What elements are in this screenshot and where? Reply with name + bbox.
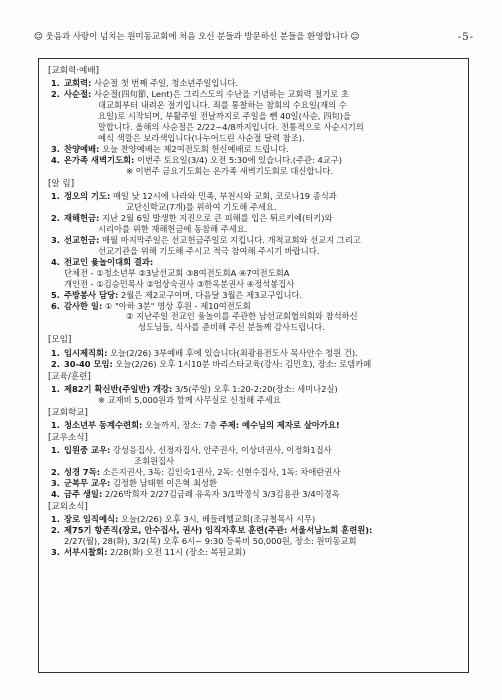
list-item [50,445,458,467]
item-number: 3. [51,547,60,558]
list-item [50,547,458,558]
item-text: 강성응집사, 신정자집사, 안주권사, 이상녀권사, 이정화1집사 [110,445,332,456]
section-title: [교회력·예배] [48,66,99,76]
item-text: 오늘(2/26) 3부예배 후에 있습니다(최광용전도사 목사안수 청원 건). [107,347,358,358]
item-label: 임시제직회: [64,347,108,358]
item-text: 2/26박희자 2/27김금례 유옥자 3/1박경식 3/3김용관 3/4이경옥 [102,489,340,500]
item-number: 1. [51,420,60,431]
item-label: 장로 임직예식: [64,514,119,525]
item-text: 이번주 토요일(3/4) 오전 5:30에 있습니다.(주관: 4교구) [134,154,343,165]
item-number: 2. [51,213,60,223]
page-header [34,30,474,46]
item-number: 2. [51,89,60,100]
list-item [50,301,458,334]
item-label: 교회력: [64,78,92,89]
item-label: 제75기 항존직(장로, 안수집사, 권사) 임직자후보 훈련(주관: 서울서남노회 훈련원): [64,525,373,536]
item-text: 성도님들, 식사를 준비해 주신 분들께 감사드립니다. [138,322,325,333]
item-number: 2. [51,358,60,369]
item-number: 4. [51,154,60,165]
list-item [50,191,458,213]
item-label: 30-40 모임: [64,358,113,369]
item-text: 소은지권사, 3독: 김인숙1권사, 2독: 신현수집사, 1독: 차애란권사 [100,467,341,478]
item-text: 조휘원집사 [134,456,175,467]
item-label: 성경 7독: [64,467,101,478]
item-note: ※ 이번주 금요기도회는 온가족 새벽기도회로 대신합니다. [126,165,334,176]
item-text: 오늘(2/26) 오후 3시, 베들레헴교회(조규철목사 시무) [118,514,316,525]
item-number: 3. [51,234,60,245]
item-text: 김정환 남태현 이은혁 최성환 [110,478,218,489]
item-text: 사순절(四旬節, Lent)은 그리스도의 수난을 기념하는 교회력 절기로 초 [91,89,349,100]
list-item [50,155,458,177]
item-text: 교단신학교(7개)를 위하여 기도해 주세요. [126,202,277,213]
list-item [50,467,458,478]
list-item [50,420,458,431]
item-number: 1. [51,383,60,394]
item-label: 선교헌금: [64,234,100,245]
section-title: [교육/훈련] [48,371,91,382]
item-text: 사순절 첫 번째 주일, 청소년주일입니다. [91,78,239,89]
item-number: 1. [51,445,60,456]
item-label: 입원중 교우: [64,445,111,456]
item-number: 1. [51,514,60,525]
item-text: 요일)로 시작되며, 부활주일 전날까지로 주일을 뺀 40일(사순, 四旬)을 [98,111,351,122]
item-text: 대교회부터 내려온 절기입니다. 죄를 통찰하는 참회의 수요일(재의 수 [98,100,347,111]
item-text: 2월은 제2교구이며, 다음달 3월은 제3교구입니다. [118,289,303,300]
item-label: 감사한 일: [64,300,103,311]
list-item [50,478,458,489]
item-label: 주방봉사 담당: [64,289,119,300]
item-text: 시리아를 위한 재해헌금에 동참해 주세요. [98,223,248,234]
page-number: -5- [457,32,474,44]
section-external-news [50,502,458,558]
section-member-news [50,433,458,500]
list-item [50,359,458,370]
item-note: ※ 교재비 5,000원과 함께 사무실로 신청해 주세요 [98,394,281,405]
announcement-box [38,58,469,673]
list-item [50,489,458,500]
section-title: [알 림] [48,178,75,189]
list-item [50,290,458,301]
section-title: [모임] [48,335,72,346]
item-number: 2. [51,467,60,478]
retreat-theme: 주제: 예수님의 제자로 살아가요! [219,420,340,431]
individual-results: 개인전 - ①김승민목사 ②엄상숙권사 ③한옥분권사 ④정석봉집사 [64,278,295,289]
item-label: 사순절: [64,89,92,100]
section-notices [50,179,458,334]
item-number: 4. [51,489,60,500]
list-item [50,384,458,406]
list-item [50,514,458,525]
item-text: 오늘 찬양예배는 제2여전도회 헌신예배로 드립니다. [99,143,289,154]
item-number: 3. [51,143,60,154]
list-item [50,78,458,89]
item-number: 1. [51,78,60,89]
item-text: ② 지난주일 전교인 윷놀이를 주관한 남선교회협의회와 참석하신 [126,311,358,322]
item-label: 재해헌금: [64,213,100,223]
item-label: 온가족 새벽기도회: [64,154,135,165]
list-item [50,144,458,155]
list-item [50,235,458,257]
item-text: 3/5(주일) 오후 1:20-2:20(장소: 세미나2실) [172,383,338,394]
section-church-school [50,408,458,431]
item-text: 예식 색깔은 보라색입니다(나누어드린 사순절 달력 참조). [98,133,305,144]
item-number: 4. [51,256,60,267]
item-label: 군복무 교우: [64,478,111,489]
section-meetings [50,335,458,369]
item-number: 5. [51,289,60,300]
item-text: 2/27(월), 28(화), 3/2(목) 오후 6시~ 9:30 등록비 50,000원, 장소: 원미동교회 [64,536,357,547]
item-label: 찬양예배: [64,143,100,154]
item-text: 오늘까지, 장소: 7층 [142,420,220,431]
item-text: 매월 마지막주일은 선교헌금주일로 지킵니다. 개척교회와 선교지 그리고 [99,234,361,245]
item-number: 2. [51,525,60,536]
item-label: 청소년부 동계수련회: [64,420,143,431]
section-title: [교외소식] [48,502,88,513]
item-number: 1. [51,347,60,358]
section-education [50,372,458,406]
item-label: 금주 생일: [64,489,103,500]
item-text: ① "아하 3분" 영상 후원 - 제10여전도회 [102,300,251,311]
item-text: 매일 낮 12시에 나라와 민족, 부천시와 교회, 코로나19 종식과 [110,191,337,202]
section-church-calendar [50,66,458,177]
item-number: 1. [51,191,60,202]
item-number: 6. [51,300,60,311]
item-label: 제82기 확신반(주일반) 개강: [64,383,173,394]
item-number: 3. [51,478,60,489]
list-item [50,348,458,359]
list-item [50,89,458,144]
list-item [50,213,458,235]
team-results: 단체전 - ①청소년부 ②3남선교회 ③8여전도회A ④7여전도회A [64,267,290,278]
item-label: 정오의 기도: [64,191,111,202]
list-item [50,525,458,547]
item-text: 선교기관을 위해 기도해 주시고 적극 참여해 주시기 바랍니다. [98,245,320,256]
item-text: 지난 2월 6일 발생한 지진으로 큰 피해를 입은 튀르키예(터키)와 [99,213,333,223]
item-text: 오늘(2/26) 오후 1시10분 바리스타교육(강사: 김민호), 장소: 로뎀카페 [112,358,372,369]
item-label: 전교인 윷놀이대회 결과: [64,256,154,267]
welcome-text: ☺ 웃음과 사랑이 넘치는 원미동교회에 처음 오신 분들과 방문하신 분들을 환영합니다 ☺ [34,32,360,43]
item-label: 서부시찰회: [64,547,108,558]
item-text: 말합니다. 올해의 사순절은 2/22~4/8까지입니다. 전통적으로 사순시기의 [98,122,364,133]
section-title: [교회학교] [48,407,88,418]
list-item [50,257,458,290]
section-title: [교우소식] [48,433,88,444]
item-text: 2/28(화) 오전 11시 (장소: 복된교회) [107,547,246,558]
